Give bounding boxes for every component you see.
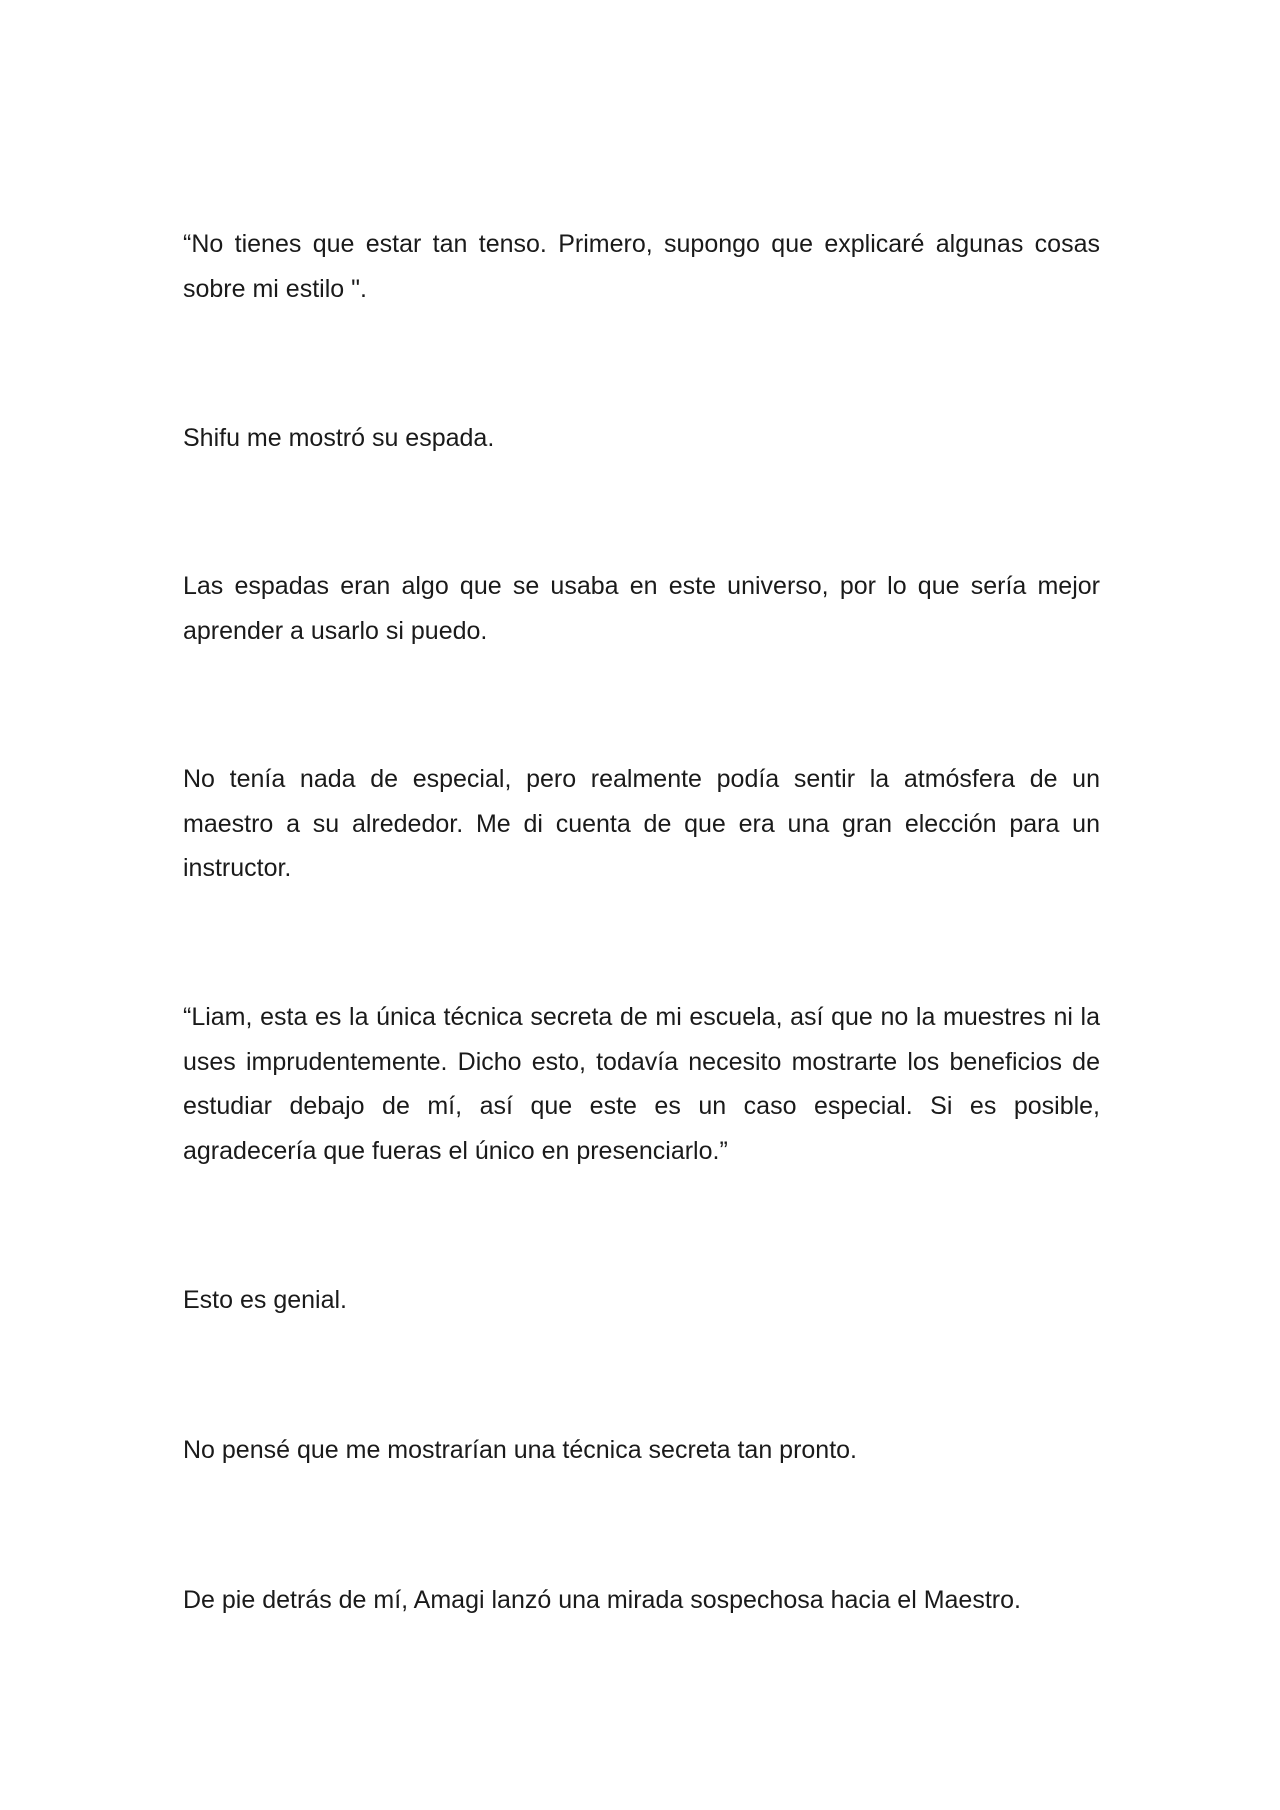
paragraph-4: No tenía nada de especial, pero realmente podía sentir la atmósfera de un maestro a su alrededor. Me di cuenta de que era una gran elección para un instructor.: [183, 765, 1100, 882]
paragraph-6: Esto es genial.: [183, 1286, 347, 1314]
paragraph-5: “Liam, esta es la única técnica secreta de mi escuela, así que no la muestres ni la uses imprudentemente. Dicho esto, todavía necesito mostrarte los beneficios de estudiar debajo de mí, así que este es un caso especial. Si es posible, agradecería que fueras el único en presenciarlo.”: [183, 1003, 1100, 1165]
paragraph-3: Las espadas eran algo que se usaba en este universo, por lo que sería mejor aprender a usarlo si puedo.: [183, 572, 1100, 645]
paragraph-7: No pensé que me mostrarían una técnica secreta tan pronto.: [183, 1436, 857, 1464]
paragraph-8: De pie detrás de mí, Amagi lanzó una mirada sospechosa hacia el Maestro.: [183, 1586, 1021, 1614]
paragraph-1: “No tienes que estar tan tenso. Primero, supongo que explicaré algunas cosas sobre mi estilo ".: [183, 230, 1100, 303]
paragraph-2: Shifu me mostró su espada.: [183, 424, 495, 452]
